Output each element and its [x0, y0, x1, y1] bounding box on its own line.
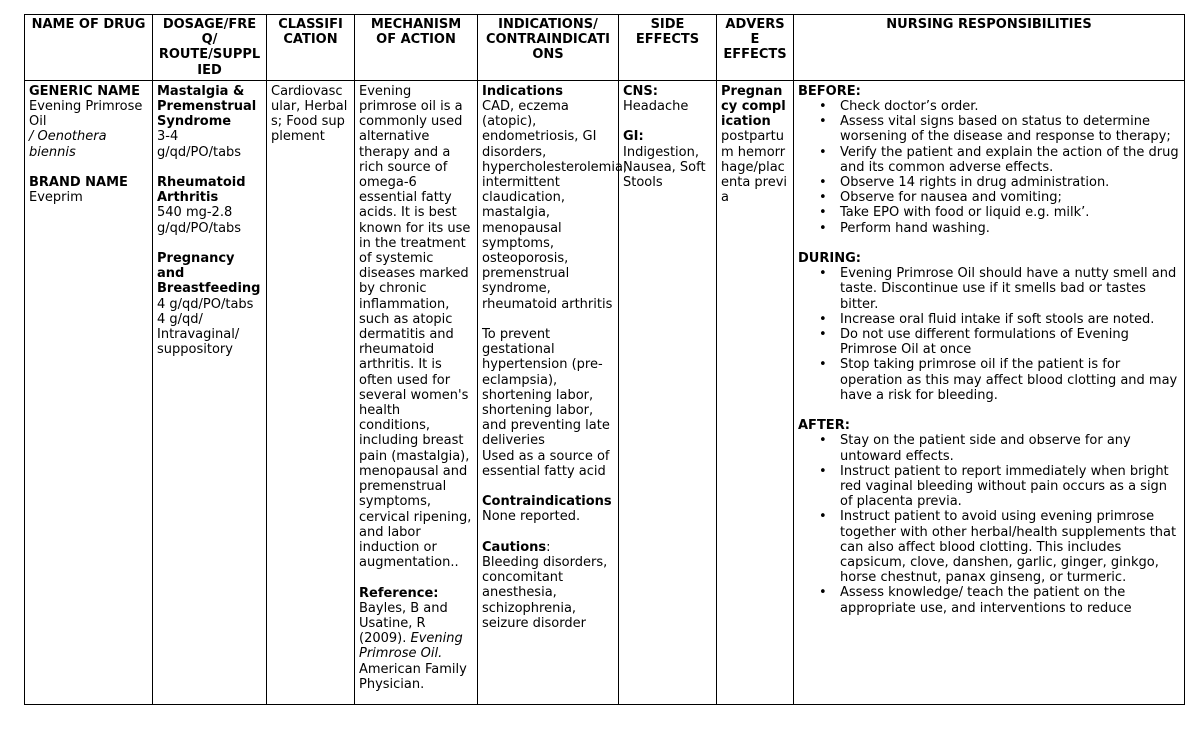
drug-study-table	[24, 14, 1185, 705]
list-item: • Evening Primrose Oil should have a nutty smell and taste. Discontinue use if it smells bad or tastes bitter.	[840, 266, 1180, 312]
mechanism-cell	[355, 80, 478, 704]
mastalgia-dose: 3-4 g/qd/PO/tabs	[157, 129, 242, 160]
before-label: BEFORE:	[798, 83, 861, 99]
before-list	[798, 99, 1180, 236]
cautions-colon: :	[546, 539, 551, 555]
header-classification: CLASSIFI CATION	[267, 15, 355, 81]
reference-title: Evening Primrose Oil.	[359, 631, 463, 662]
cautions-label: Cautions	[482, 539, 547, 555]
reference-source: American Family Physician.	[359, 661, 467, 692]
ra-dose: 540 mg-2.8 g/qd/PO/tabs	[157, 205, 242, 236]
during-list	[798, 266, 1180, 403]
indications-text: CAD, eczema (atopic), endometriosis, GI disorders, hypercholesterolemia, intermittent claudication, mastalgia, menopausal symptoms, osteoporosis, premenstrual syndrome, rheumatoid arthritis	[482, 99, 628, 312]
list-item: • Instruct patient to avoid using evening primrose together with other herbal/health supplements that can also affect blood clotting. This includes capsicum, clove, danshen, garlic, ginger, ginkgo, horse chestnut, panax ginseng, or turmeric.	[840, 509, 1180, 585]
header-indications: INDICATIONS/ CONTRAINDICATI ONS	[478, 15, 619, 81]
after-list	[798, 433, 1180, 615]
cns-label: CNS:	[623, 83, 658, 99]
header-mechanism: MECHANISM OF ACTION	[355, 15, 478, 81]
list-item: • Observe for nausea and vomiting;	[840, 190, 1180, 205]
indications-label: Indications	[482, 83, 563, 99]
cautions-text: Bleeding disorders, concomitant anesthesia, schizophrenia, seizure disorder	[482, 555, 608, 631]
drug-row	[25, 80, 1185, 704]
contraindications-label: Contraindications	[482, 494, 612, 510]
header-row	[25, 15, 1185, 81]
list-item: • Check doctor’s order.	[840, 99, 1180, 114]
prevention-text: To prevent gestational hypertension (pre-eclampsia), shortening labor, shortening labor, and preventing late deliveries	[482, 327, 610, 449]
mastalgia-title: Mastalgia & Premenstrual Syndrome	[157, 83, 257, 130]
during-label: DURING:	[798, 251, 861, 267]
classification-text: Cardiovascular, Herbals; Food supplement	[271, 83, 348, 145]
adverse-text: postpartum hemorrhage/placenta previa	[721, 129, 788, 206]
brand-name-label: BRAND NAME	[29, 175, 128, 191]
list-item: • Take EPO with food or liquid e.g. milk’.	[840, 205, 1180, 220]
list-item: • Perform hand washing.	[840, 221, 1180, 236]
gi-label: GI:	[623, 129, 644, 145]
pregnancy-dose-oral: 4 g/qd/PO/tabs	[157, 296, 254, 312]
brand-name: Eveprim	[29, 190, 83, 206]
side-effects-cell	[619, 80, 717, 704]
reference-label: Reference:	[359, 585, 439, 601]
generic-name-label: GENERIC NAME	[29, 83, 140, 99]
reference-citation	[359, 601, 473, 692]
header-dosage: DOSAGE/FRE Q/ ROUTE/SUPPL IED	[153, 15, 267, 81]
list-item: • Instruct patient to report immediately when bright red vaginal bleeding without pain occurs as a sign of placenta previa.	[840, 464, 1180, 510]
list-item: • Do not use different formulations of Evening Primrose Oil at once	[840, 327, 1180, 357]
source-text: Used as a source of essential fatty acid	[482, 448, 610, 479]
classification-cell	[267, 80, 355, 704]
header-nursing-responsibilities: NURSING RESPONSIBILITIES	[794, 15, 1185, 81]
cns-text: Headache	[623, 99, 689, 115]
nursing-cell	[794, 80, 1185, 704]
mechanism-text: Evening primrose oil is a commonly used alternative therapy and a rich source of omega-6 essential fatty acids. It is best known for its use in the treatment of systemic diseases marked by chronic inflammation, such as atopic dermatitis and rheumatoid arthritis. It is often used for several women's health conditions, including breast pain (mastalgia), menopausal and premenstrual symptoms, cervical ripening, and labor induction or augmentation..	[359, 83, 472, 571]
cautions-heading	[482, 540, 614, 555]
contraindications-text: None reported.	[482, 509, 581, 525]
scientific-name: / Oenothera biennis	[29, 129, 107, 160]
ra-title: Rheumatoid Arthritis	[157, 175, 246, 206]
adverse-effects-cell	[717, 80, 794, 704]
pregnancy-dose-vaginal: 4 g/qd/ Intravaginal/ suppository	[157, 311, 240, 358]
after-label: AFTER:	[798, 418, 850, 434]
header-side-effects: SIDE EFFECTS	[619, 15, 717, 81]
pregnancy-title: Pregnancy and Breastfeeding	[157, 251, 261, 297]
adverse-label: Pregnancy complication	[721, 83, 786, 130]
list-item: • Stop taking primrose oil if the patient is for operation as this may affect blood clotting and may have a risk for bleeding.	[840, 357, 1180, 403]
header-adverse-effects: ADVERS E EFFECTS	[717, 15, 794, 81]
list-item: • Stay on the patient side and observe for any untoward effects.	[840, 433, 1180, 463]
dosage-cell	[153, 80, 267, 704]
list-item: • Verify the patient and explain the action of the drug and its common adverse effects.	[840, 145, 1180, 175]
list-item: • Observe 14 rights in drug administration.	[840, 175, 1180, 190]
list-item: • Assess vital signs based on status to determine worsening of the disease and response to therapy;	[840, 114, 1180, 144]
header-name-of-drug: NAME OF DRUG	[25, 15, 153, 81]
indications-cell	[478, 80, 628, 704]
drug-name-cell	[25, 80, 153, 704]
generic-name: Evening Primrose Oil	[29, 99, 143, 130]
reference-authors: Bayles, B and Usatine, R (2009).	[359, 600, 448, 647]
gi-text: Indigestion, Nausea, Soft Stools	[623, 144, 706, 191]
list-item: • Increase oral fluid intake if soft stools are noted.	[840, 312, 1180, 327]
list-item: • Assess knowledge/ teach the patient on the appropriate use, and interventions to reduce	[840, 585, 1180, 615]
